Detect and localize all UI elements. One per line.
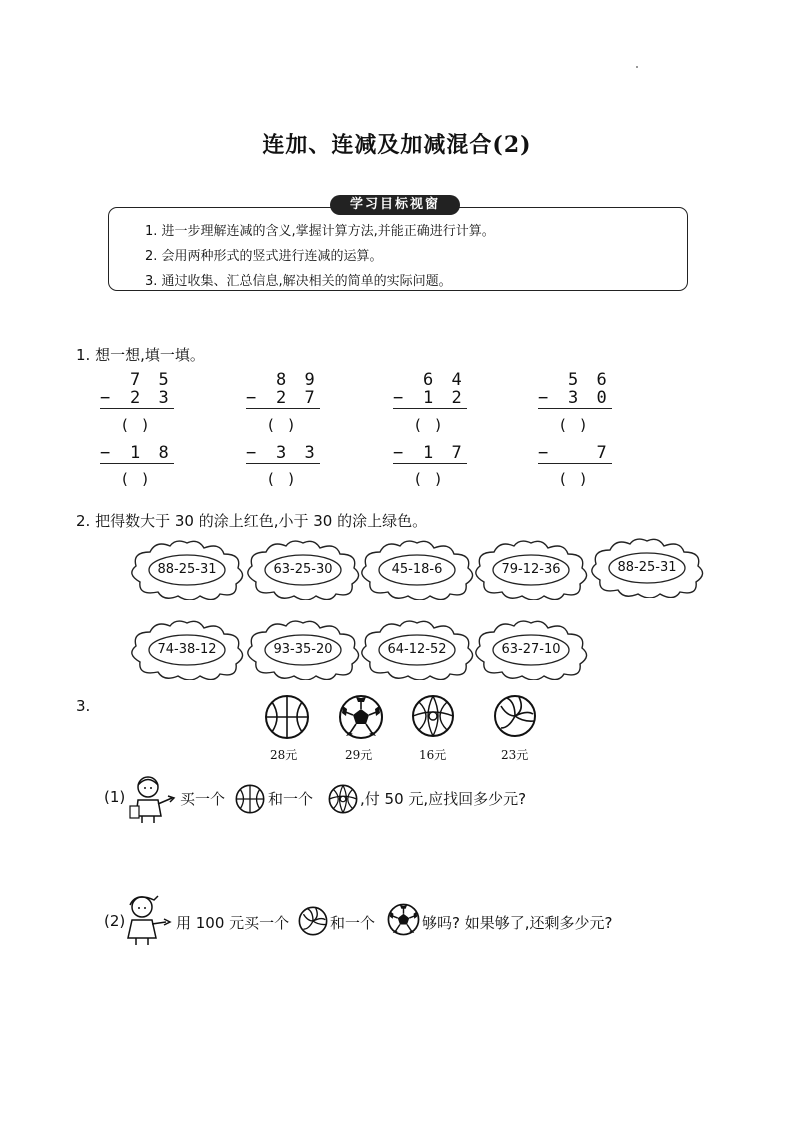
answer-line (100, 463, 174, 464)
minus-sign: − (393, 443, 408, 463)
section-1-heading: 1. 想一想,填一填。 (76, 346, 205, 364)
answer-blank[interactable]: ( ) (560, 470, 587, 488)
subtrahend-1: 2 3 (130, 388, 173, 408)
basketball-icon (264, 694, 310, 740)
price-beach-ball: 16元 (419, 748, 447, 762)
volleyball-icon (298, 906, 328, 936)
price-volleyball: 23元 (501, 748, 529, 762)
minus-sign: − (100, 443, 115, 463)
subtrahend-2: 1 8 (130, 443, 173, 463)
flower-expression: 63-25-30 (273, 562, 333, 577)
beach-ball-icon (328, 784, 358, 814)
minuend: 6 4 (423, 370, 466, 390)
minuend: 8 9 (276, 370, 319, 390)
beach-ball-icon (411, 694, 455, 738)
answer-line (393, 408, 467, 409)
goals-badge: 学习目标视窗 (330, 195, 460, 215)
minus-sign: − (538, 443, 553, 463)
scan-dot (636, 66, 638, 68)
subtrahend-1: 2 7 (276, 388, 319, 408)
flower-expression: 45-18-6 (391, 562, 443, 577)
answer-line (100, 408, 174, 409)
minuend: 5 6 (568, 370, 611, 390)
minus-sign: − (246, 388, 261, 408)
answer-blank[interactable]: ( ) (122, 416, 149, 434)
question-2-text-a: 用 100 元买一个 (176, 914, 290, 932)
goal-item-1: 1. 进一步理解连减的含义,掌握计算方法,并能正确进行计算。 (145, 224, 495, 239)
minus-sign: − (100, 388, 115, 408)
flower-expression: 88-25-31 (157, 562, 217, 577)
question-2-text-b: 和一个 (330, 914, 376, 932)
answer-blank[interactable]: ( ) (560, 416, 587, 434)
question-1-text-a: 买一个 (180, 790, 226, 808)
subtraction-problem-1 (100, 370, 180, 490)
answer-blank[interactable]: ( ) (415, 416, 442, 434)
flower-expression: 88-25-31 (617, 560, 677, 575)
girl-pointing-icon (120, 892, 174, 946)
subtrahend-2: 7 (568, 443, 611, 463)
answer-line (246, 408, 320, 409)
subtrahend-2: 3 3 (276, 443, 319, 463)
price-soccer-ball: 29元 (345, 748, 373, 762)
question-1-text-b: 和一个 (268, 790, 314, 808)
goal-item-2: 2. 会用两种形式的竖式进行连减的运算。 (145, 249, 383, 264)
minus-sign: − (393, 388, 408, 408)
goal-item-3: 3. 通过收集、汇总信息,解决相关的简单的实际问题。 (145, 274, 452, 289)
soccer-ball-icon (387, 903, 420, 936)
answer-blank[interactable]: ( ) (415, 470, 442, 488)
question-2-text-c: 够吗? 如果够了,还剩多少元? (422, 914, 613, 932)
answer-line (246, 463, 320, 464)
answer-blank[interactable]: ( ) (268, 416, 295, 434)
section-3-number: 3. (76, 697, 91, 715)
minus-sign: − (538, 388, 553, 408)
flower-expression: 74-38-12 (157, 642, 217, 657)
minuend: 7 5 (130, 370, 173, 390)
subtrahend-2: 1 7 (423, 443, 466, 463)
subtrahend-1: 3 0 (568, 388, 611, 408)
subtraction-problem-3 (393, 370, 473, 490)
section-2-heading: 2. 把得数大于 30 的涂上红色,小于 30 的涂上绿色。 (76, 512, 428, 530)
answer-line (538, 408, 612, 409)
flower-expression: 93-35-20 (273, 642, 333, 657)
price-basketball: 28元 (270, 748, 298, 762)
page-title: 连加、连减及加减混合(2) (262, 132, 532, 158)
question-1-label: (1) (104, 788, 126, 806)
soccer-ball-icon (338, 694, 384, 740)
answer-line (393, 463, 467, 464)
question-1-text-c: ,付 50 元,应找回多少元? (360, 790, 527, 808)
answer-line (538, 463, 612, 464)
flower-expression: 79-12-36 (501, 562, 561, 577)
answer-blank[interactable]: ( ) (122, 470, 149, 488)
flower-expression: 63-27-10 (501, 642, 561, 657)
subtraction-problem-2 (246, 370, 326, 490)
answer-blank[interactable]: ( ) (268, 470, 295, 488)
subtraction-problem-4 (538, 370, 618, 490)
volleyball-icon (493, 694, 537, 738)
flower-expression: 64-12-52 (387, 642, 447, 657)
question-2-label: (2) (104, 912, 126, 930)
minus-sign: − (246, 443, 261, 463)
basketball-icon (235, 784, 265, 814)
boy-pointing-icon (128, 774, 178, 824)
subtrahend-1: 1 2 (423, 388, 466, 408)
